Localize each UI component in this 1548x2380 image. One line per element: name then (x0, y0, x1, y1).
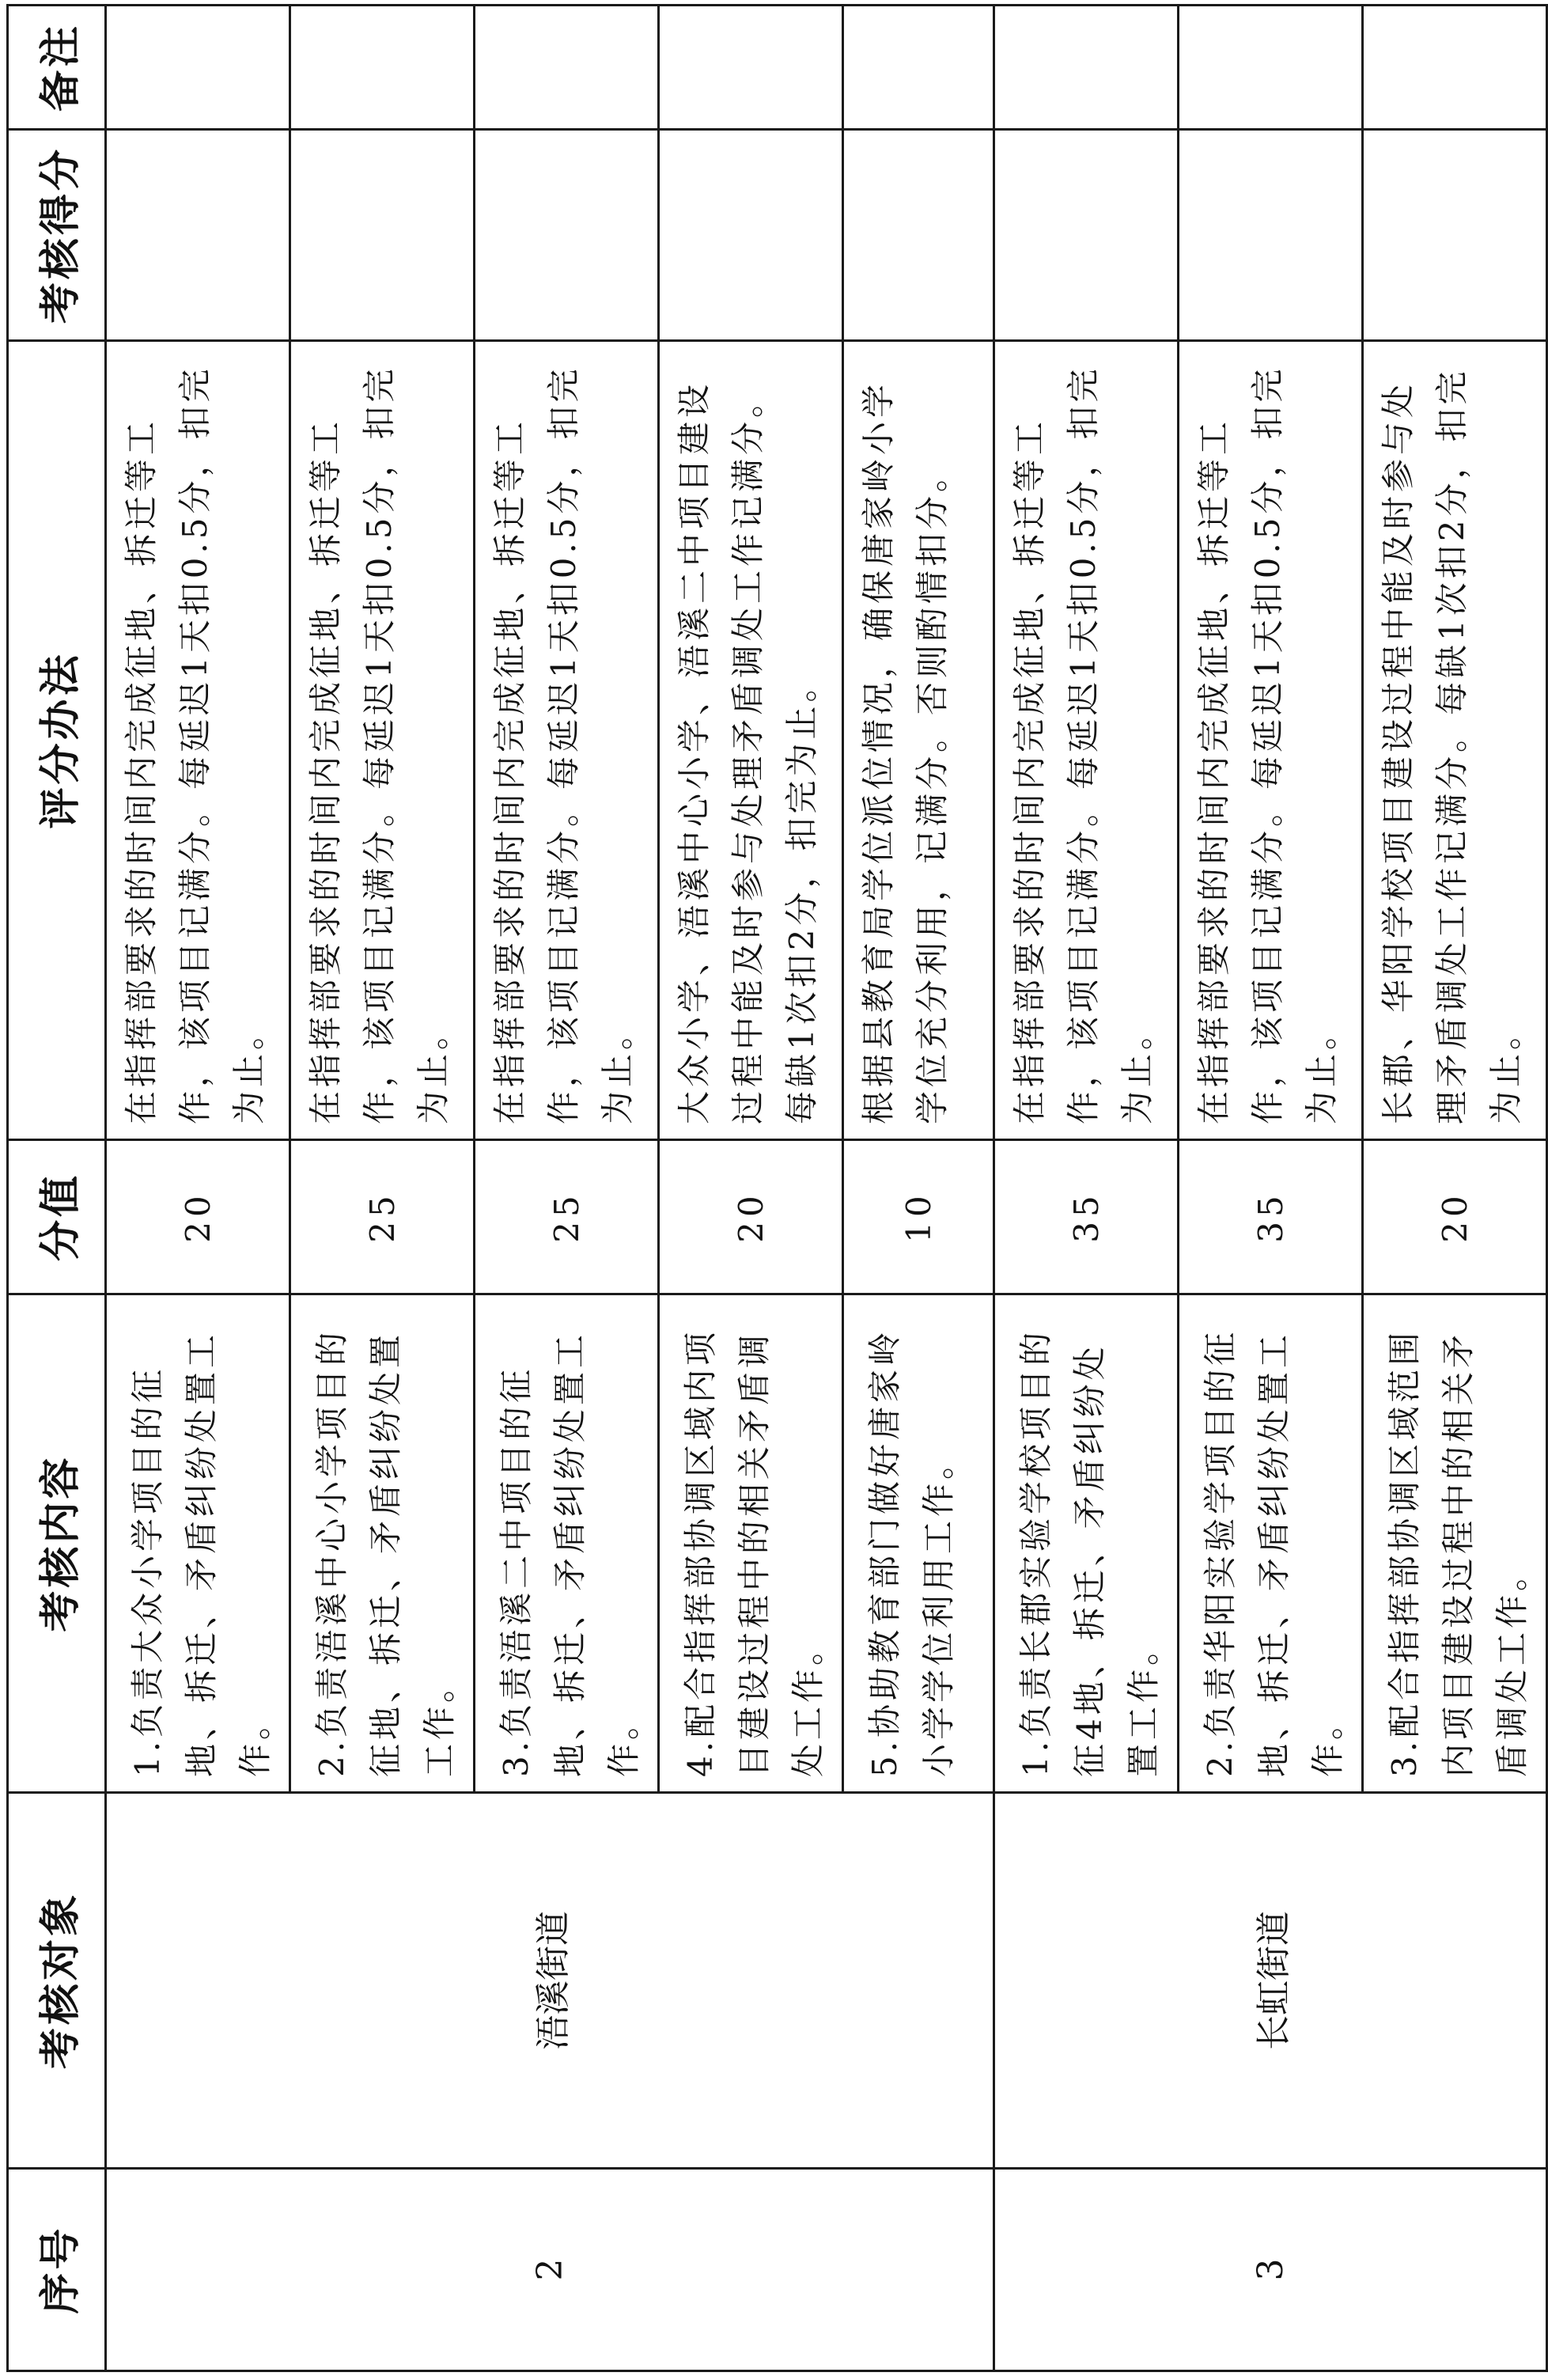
header-remark: 备注 (8, 6, 106, 130)
result-cell[interactable] (994, 130, 1179, 341)
table-row (106, 6, 290, 2371)
result-cell[interactable] (1363, 130, 1547, 341)
score-cell: 20 (1363, 1140, 1547, 1294)
group-seq: 2 (106, 2169, 994, 2371)
result-cell[interactable] (1179, 130, 1363, 341)
content-cell: 1.负责大众小学项目的征地、拆迁、矛盾纠纷处置工作。 (106, 1294, 290, 1793)
remark-cell[interactable] (1363, 6, 1547, 130)
score-cell: 20 (659, 1140, 843, 1294)
method-cell: 在指挥部要求的时间内完成征地、拆迁等工作，该项目记满分。每延迟1天扣0.5分，扣完为止。 (290, 341, 475, 1140)
remark-cell[interactable] (106, 6, 290, 130)
header-content: 考核内容 (8, 1294, 106, 1793)
header-score: 分值 (8, 1140, 106, 1294)
remark-cell[interactable] (994, 6, 1179, 130)
remark-cell[interactable] (843, 6, 994, 130)
method-cell: 在指挥部要求的时间内完成征地、拆迁等工作，该项目记满分。每延迟1天扣0.5分，扣完为止。 (994, 341, 1179, 1140)
method-cell: 在指挥部要求的时间内完成征地、拆迁等工作，该项目记满分。每延迟1天扣0.5分，扣完为止。 (106, 341, 290, 1140)
header-target: 考核对象 (8, 1793, 106, 2169)
content-cell: 3.负责浯溪二中项目的征地、拆迁、矛盾纠纷处置工作。 (475, 1294, 659, 1793)
content-cell: 1.负责长郡实验学校项目的征4地、拆迁、矛盾纠纷处置工作。 (994, 1294, 1179, 1793)
remark-cell[interactable] (290, 6, 475, 130)
result-cell[interactable] (843, 130, 994, 341)
assessment-table (6, 4, 1548, 2372)
method-cell: 大众小学、浯溪中心小学、浯溪二中项目建设过程中能及时参与处理矛盾调处工作记满分。每缺1次扣2分，扣完为止。 (659, 341, 843, 1140)
table-row (994, 6, 1179, 2371)
remark-cell[interactable] (475, 6, 659, 130)
content-cell: 3.配合指挥部协调区域范围内项目建设过程中的相关矛盾调处工作。 (1363, 1294, 1547, 1793)
content-cell: 2.负责浯溪中心小学项目的征地、拆迁、矛盾纠纷处置工作。 (290, 1294, 475, 1793)
content-cell: 2.负责华阳实验学项目的征地、拆迁、矛盾纠纷处置工作。 (1179, 1294, 1363, 1793)
method-cell: 长郡、华阳学校项目建设过程中能及时参与处理矛盾调处工作记满分。每缺1次扣2分，扣完为止。 (1363, 341, 1547, 1140)
score-cell: 10 (843, 1140, 994, 1294)
group-target: 长虹街道 (994, 1793, 1547, 2169)
header-result: 考核得分 (8, 130, 106, 341)
group-seq: 3 (994, 2169, 1547, 2371)
result-cell[interactable] (659, 130, 843, 341)
method-cell: 根据县教育局学位派位情况，确保唐家岭小学学位充分利用，记满分。否则酌情扣分。 (843, 341, 994, 1140)
score-cell: 35 (994, 1140, 1179, 1294)
score-cell: 25 (290, 1140, 475, 1294)
remark-cell[interactable] (1179, 6, 1363, 130)
group-target: 浯溪街道 (106, 1793, 994, 2169)
content-cell: 5.协助教育部门做好唐家岭小学学位利用工作。 (843, 1294, 994, 1793)
score-cell: 20 (106, 1140, 290, 1294)
method-cell: 在指挥部要求的时间内完成征地、拆迁等工作，该项目记满分。每延迟1天扣0.5分，扣完为止。 (475, 341, 659, 1140)
header-seq: 序号 (8, 2169, 106, 2371)
score-cell: 35 (1179, 1140, 1363, 1294)
content-cell: 4.配合指挥部协调区域内项目建设过程中的相关矛盾调处工作。 (659, 1294, 843, 1793)
table-header-row (8, 6, 106, 2371)
header-method: 评分办法 (8, 341, 106, 1140)
result-cell[interactable] (290, 130, 475, 341)
result-cell[interactable] (106, 130, 290, 341)
remark-cell[interactable] (659, 6, 843, 130)
result-cell[interactable] (475, 130, 659, 341)
method-cell: 在指挥部要求的时间内完成征地、拆迁等工作，该项目记满分。每延迟1天扣0.5分，扣完为止。 (1179, 341, 1363, 1140)
score-cell: 25 (475, 1140, 659, 1294)
